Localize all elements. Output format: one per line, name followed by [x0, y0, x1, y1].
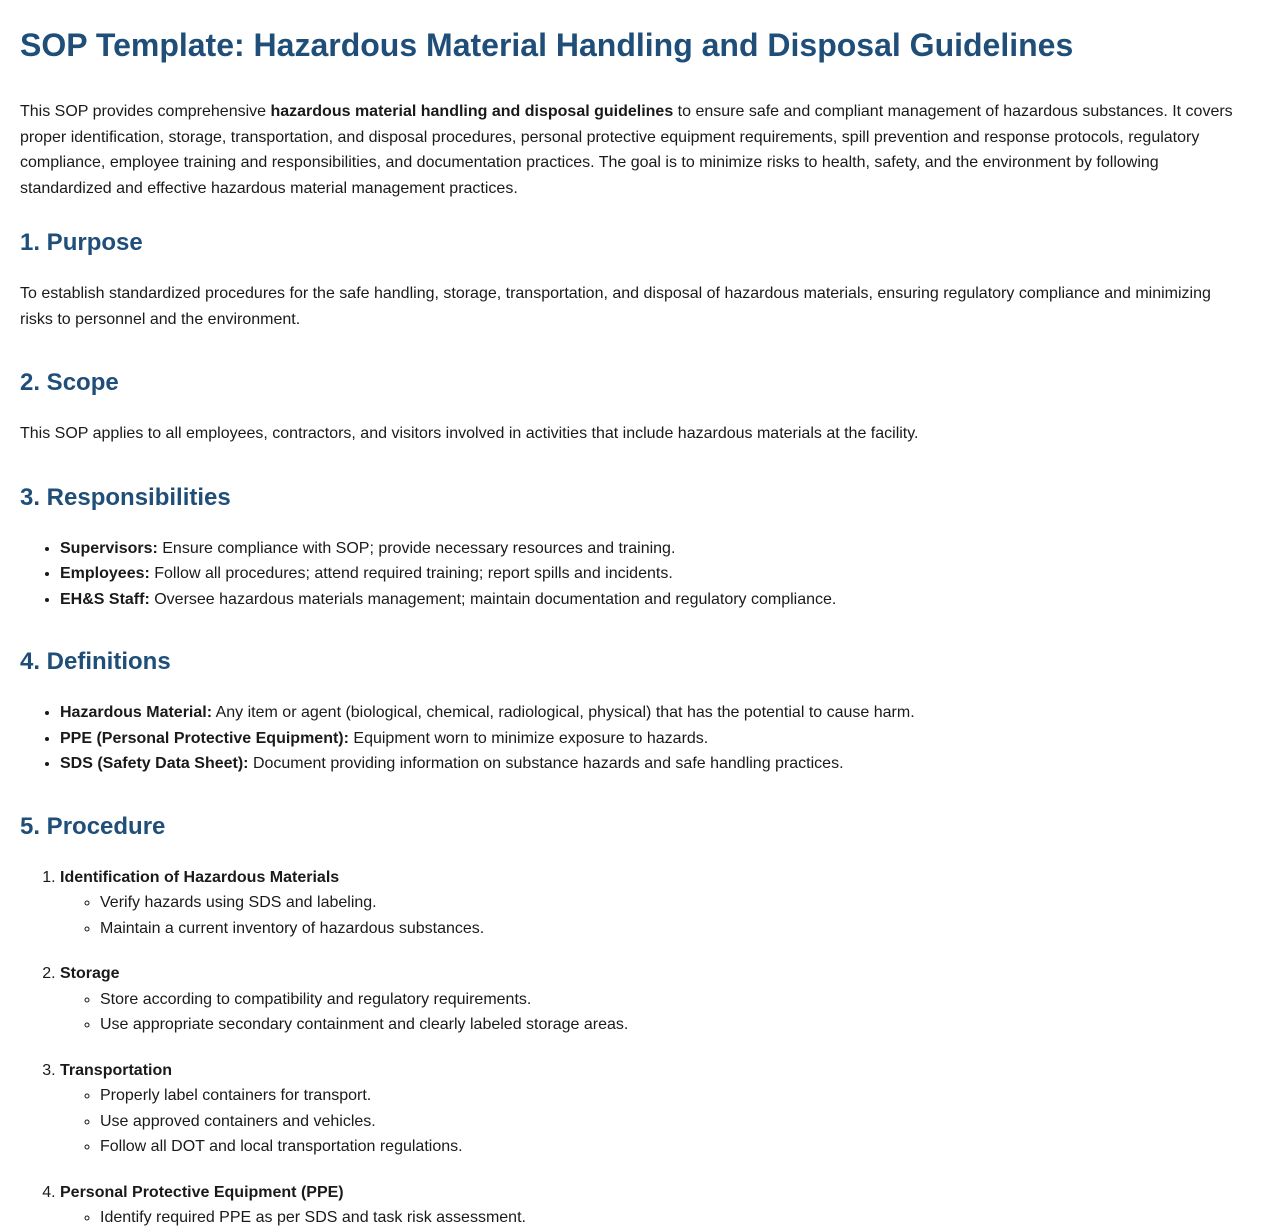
scope-text: This SOP applies to all employees, contractors, and visitors involved in activities that include hazardous materials at the facility. — [20, 425, 919, 442]
definition-term: PPE (Personal Protective Equipment): — [60, 729, 349, 747]
procedure-step — [60, 1058, 1243, 1160]
intro-paragraph — [20, 99, 1243, 201]
list-item: ◦ Follow all DOT and local transportation regulations. — [100, 1134, 1243, 1160]
list-item: ◦ Maintain a current inventory of hazardous substances. — [100, 916, 1243, 942]
definition-text: Equipment worn to minimize exposure to hazards. — [348, 729, 709, 747]
responsibilities-heading: 3. Responsibilities — [20, 483, 231, 511]
step-title: Transportation — [60, 1061, 173, 1079]
procedure-heading: 5. Procedure — [20, 812, 166, 840]
step-title: Personal Protective Equipment (PPE) — [60, 1183, 344, 1201]
definitions-list — [20, 700, 1243, 777]
definition-term: Hazardous Material: — [60, 704, 213, 721]
procedure-step — [60, 961, 1243, 1038]
definition-text: Any item or agent (biological, chemical, radiological, physical) that has the potential to cause harm. — [212, 704, 915, 721]
responsibility-term: Employees: — [60, 565, 150, 582]
list-item: ◦ Store according to compatibility and regulatory requirements. — [100, 987, 1243, 1013]
definition-text: Document providing information on substance hazards and safe handling practices. — [248, 755, 844, 772]
step-items — [60, 1205, 1243, 1231]
step-title: Storage — [60, 965, 120, 982]
responsibility-term: Supervisors: — [60, 539, 158, 557]
purpose-text: To establish standardized procedures for the safe handling, storage, transportation, and disposal of hazardous materials, ensuring regulatory compliance and minimizing risks to personnel and the environment. — [20, 285, 1211, 328]
purpose-heading: 1. Purpose — [20, 229, 143, 256]
list-item: ◦ Use approved containers and vehicles. — [100, 1109, 1243, 1135]
step-items — [60, 890, 1243, 941]
page-title: SOP Template: Hazardous Material Handling and Disposal Guidelines — [20, 27, 1074, 63]
step-items — [60, 1083, 1243, 1160]
intro-bold-phrase: hazardous material handling and disposal guidelines — [270, 103, 674, 120]
list-item — [60, 700, 1243, 726]
list-item — [60, 536, 1243, 562]
responsibility-term: EH&S Staff: — [60, 590, 150, 608]
definition-term: SDS (Safety Data Sheet): — [60, 755, 249, 772]
list-item — [60, 561, 1243, 587]
definitions-heading: 4. Definitions — [20, 648, 171, 675]
procedure-step — [60, 865, 1243, 942]
procedure-steps — [20, 865, 1243, 1231]
intro-text-start: This SOP provides comprehensive — [20, 103, 271, 120]
step-title: Identification of Hazardous Materials — [60, 868, 340, 886]
scope-heading: 2. Scope — [20, 369, 119, 396]
list-item — [60, 587, 1243, 613]
list-item: ◦ Verify hazards using SDS and labeling. — [100, 890, 1243, 916]
step-items — [60, 987, 1243, 1038]
list-item: ◦ Use appropriate secondary containment and clearly labeled storage areas. — [100, 1012, 1243, 1038]
responsibility-text: Follow all procedures; attend required training; report spills and incidents. — [149, 565, 673, 582]
responsibilities-list — [20, 536, 1243, 613]
list-item: ◦ Identify required PPE as per SDS and task risk assessment. — [100, 1205, 1243, 1231]
list-item — [60, 726, 1243, 752]
list-item — [60, 751, 1243, 777]
intro-text-end: to ensure safe and compliant management of hazardous substances. It covers proper identification, storage, transportation, and disposal procedures, personal protective equipment requirements, spill prevention and response protocols, regulatory compliance, employee training and responsibilities, and documentation practices. The goal is to minimize risks to health, safety, and the environment by following standardized and effective hazardous material management practices. — [20, 103, 1233, 197]
responsibility-text: Oversee hazardous materials management; maintain documentation and regulatory compliance. — [149, 590, 837, 608]
responsibility-text: Ensure compliance with SOP; provide necessary resources and training. — [157, 539, 676, 557]
list-item: ◦ Properly label containers for transport. — [100, 1083, 1243, 1109]
